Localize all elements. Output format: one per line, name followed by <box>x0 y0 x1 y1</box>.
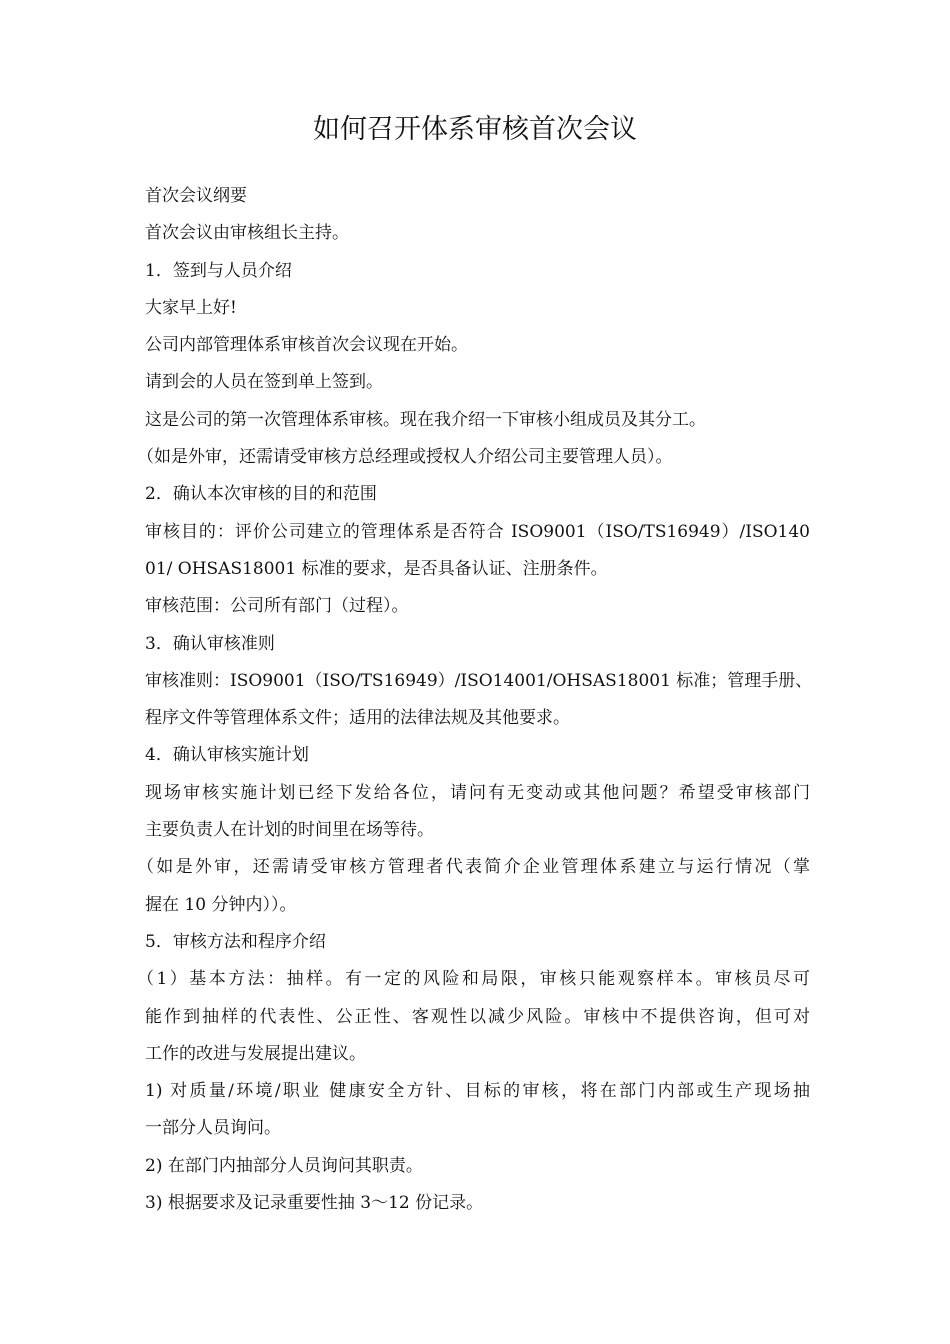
text-line: （如是外审，还需请受审核方管理者代表简介企业管理体系建立与运行情况（掌 <box>137 857 810 878</box>
text-line: 主要负责人在计划的时间里在场等待。 <box>145 820 434 841</box>
text-line: 01/ OHSAS18001 标准的要求，是否具备认证、注册条件。 <box>145 558 608 579</box>
text-line: 程序文件等管理体系文件；适用的法律法规及其他要求。 <box>145 708 570 729</box>
text-line: （如是外审，还需请受审核方总经理或授权人介绍公司主要管理人员）。 <box>137 447 673 468</box>
text-line: 公司内部管理体系审核首次会议现在开始。 <box>145 335 468 356</box>
text-line: 这是公司的第一次管理体系审核。现在我介绍一下审核小组成员及其分工。 <box>145 409 706 430</box>
section-heading: 2．确认本次审核的目的和范围 <box>145 484 377 505</box>
section-heading: 3．确认审核准则 <box>145 633 275 654</box>
text-line: 握在 10 分钟内））。 <box>145 894 297 915</box>
text-line: 首次会议由审核组长主持。 <box>145 223 349 244</box>
section-heading: 5．审核方法和程序介绍 <box>145 931 326 952</box>
list-item: 1) 对质量/环境/职业 健康安全方针、目标的审核，将在部门内部或生产现场抽 <box>145 1081 810 1102</box>
section-heading: 1．签到与人员介绍 <box>145 260 292 281</box>
text-line: 请到会的人员在签到单上签到。 <box>145 372 383 393</box>
text-line: 审核目的：评价公司建立的管理体系是否符合 ISO9001（ISO/TS16949）/ISO140 <box>145 521 810 542</box>
list-item: 3) 根据要求及记录重要性抽 3～12 份记录。 <box>145 1193 484 1214</box>
text-line: 能作到抽样的代表性、公正性、客观性以减少风险。审核中不提供咨询，但可对 <box>145 1006 810 1027</box>
document-body <box>137 178 813 1222</box>
text-line: 工作的改进与发展提出建议。 <box>145 1043 366 1064</box>
text-line: 审核准则：ISO9001（ISO/TS16949）/ISO14001/OHSAS18001 标准；管理手册、 <box>145 670 813 691</box>
text-line: 一部分人员询问。 <box>145 1118 281 1139</box>
list-item: 2) 在部门内抽部分人员询问其职责。 <box>145 1155 423 1176</box>
section-heading: 4．确认审核实施计划 <box>145 745 309 766</box>
text-line: 大家早上好! <box>145 297 237 318</box>
text-line: （1）基本方法：抽样。有一定的风险和局限，审核只能观察样本。审核员尽可 <box>137 969 810 990</box>
text-line: 现场审核实施计划已经下发给各位，请问有无变动或其他问题？希望受审核部门 <box>145 782 810 803</box>
text-line: 首次会议纲要 <box>145 186 247 206</box>
document-title: 如何召开体系审核首次会议 <box>313 114 637 145</box>
text-line: 审核范围：公司所有部门（过程）。 <box>145 596 409 617</box>
